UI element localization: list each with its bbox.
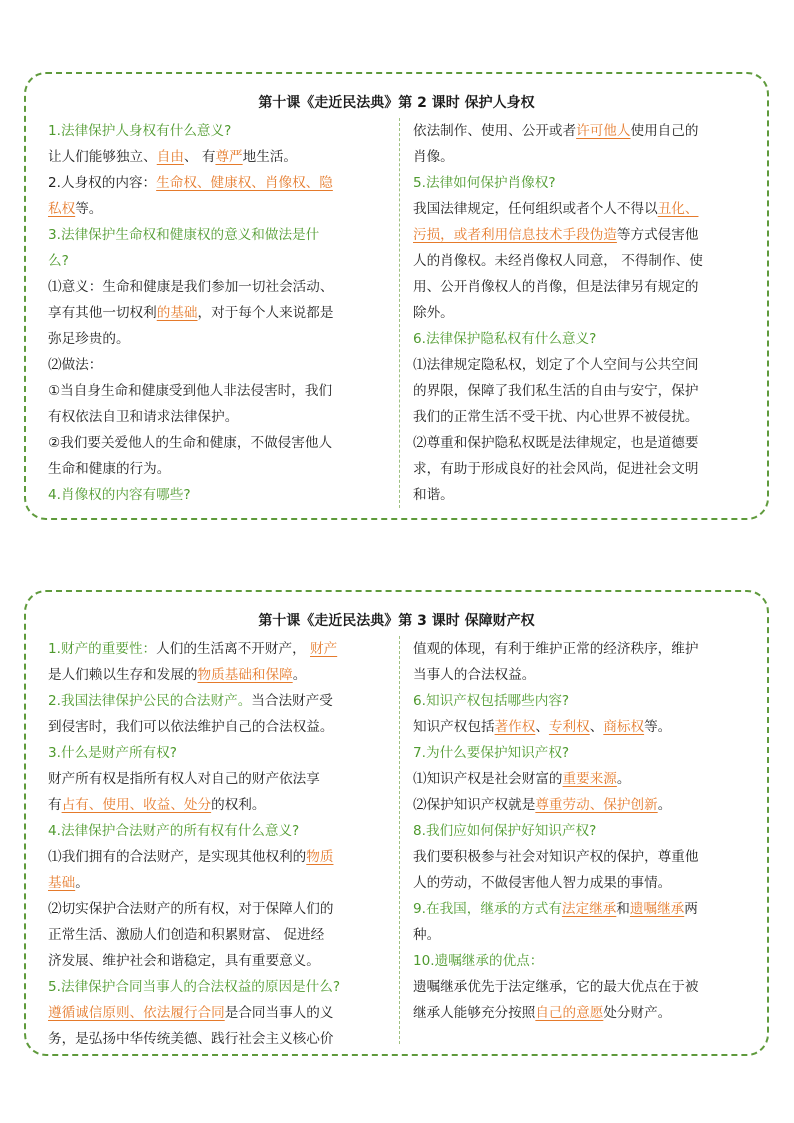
question-heading: 10.遗嘱继承的优点： [413,953,544,969]
text-line [48,352,388,378]
key-term: 许可他人 [576,123,631,139]
question-heading: 3.法律保护生命权和健康权的意义和做法是什 [48,227,320,243]
key-term: 商标权 [603,719,645,735]
body-text: 弥足珍贵的。 [48,331,130,347]
text-line [48,870,388,896]
key-term: 尊严 [215,149,243,165]
body-text: 和谐。 [413,487,454,503]
text-line [413,248,753,274]
text-line [48,378,388,404]
key-term: 遵循诚信原则、依法履行合同 [48,1005,225,1021]
body-text: ⑵切实保护合法财产的所有权，对于保障人们的 [48,901,334,917]
body-text: 等方式侵害他 [616,227,699,243]
question-heading: 5.法律保护合同当事人的合法权益的原因是什么? [48,979,341,995]
question-heading: 9.在我国，继承的方式有 [413,901,562,917]
question-heading: 7.为什么要保护知识产权? [413,745,570,761]
body-text: 是合同当事人的义 [224,1005,334,1021]
body-text: ⑴意义：生命和健康是我们参加一切社会活动、 [48,279,334,295]
text-line [413,274,753,300]
key-term: 法定继承 [561,901,617,917]
body-text: 依法制作、使用、公开或者 [413,123,577,139]
key-term: 遗嘱继承 [629,901,685,917]
body-text: 人的肖像权。未经肖像权人同意， 不得制作、使 [413,253,703,269]
body-text: 2.人身权的内容： [48,175,157,191]
left-column [48,118,388,508]
key-term: 尊重劳动、保护创新 [535,797,658,813]
body-text: 等。 [644,719,672,735]
right-column [413,118,753,508]
key-term: 自己的意愿 [535,1005,604,1021]
body-text: 的界限，保障了我们私生活的自由与安宁，保护 [413,383,699,399]
text-line [48,844,388,870]
key-term: 私权 [48,201,76,217]
body-text: 。 [292,667,307,683]
body-text: 当合法财产受 [251,693,333,709]
text-line [413,662,753,688]
text-line [48,688,388,714]
body-text: 生命和健康的行为。 [48,461,171,477]
body-text: ⑵做法： [48,357,103,373]
text-line [413,352,753,378]
body-text: ⑴知识产权是社会财富的 [413,771,563,787]
key-term: 的基础 [156,305,198,321]
text-line [413,792,753,818]
text-line [413,404,753,430]
body-text: 我们要积极参与社会对知识产权的保护，尊重他 [413,849,699,865]
key-term: 基础 [48,875,76,891]
card-title: 第十课《走近民法典》第 2 课时 保护人身权 [258,95,535,111]
text-line [48,766,388,792]
body-text: 知识产权包括 [413,719,495,735]
body-text: ⑴法律规定隐私权，划定了个人空间与公共空间 [413,357,699,373]
body-text: 人们的生活离不开财产， [156,641,310,657]
body-text: 正常生活、激励人们创造和积累财富、 促进经 [48,927,325,943]
text-line [413,222,753,248]
question-heading: 6.法律保护隐私权有什么意义? [413,331,597,347]
text-line [413,1000,753,1026]
text-line [413,378,753,404]
body-text: 、 有 [183,149,216,165]
key-term: 财产 [310,641,338,657]
key-term: 物质 [306,849,334,865]
body-text: ⑵保护知识产权就是 [413,797,536,813]
body-text: 我们的正常生活不受干扰、内心世界不被侵扰。 [413,409,699,425]
text-line [48,118,388,144]
body-text: 。 [616,771,631,787]
body-text: 肖像。 [413,149,454,165]
lesson-card-personal-rights [24,72,769,520]
body-text: 财产所有权是指所有权人对自己的财产依法享 [48,771,320,787]
text-line [413,196,753,222]
key-term: 污损，或者利用信息技术手段伪造 [413,227,617,243]
key-term: 自由 [156,149,184,165]
text-line [48,1000,388,1026]
text-line [413,844,753,870]
text-line [48,196,388,222]
body-text: ⑵尊重和保护隐私权既是法律规定，也是道德要 [413,435,699,451]
text-line [48,792,388,818]
question-heading: 1.财产的重要性： [48,641,157,657]
text-line [48,662,388,688]
question-heading: 2.我国法律保护公民的合法财产。 [48,693,252,709]
text-line [413,326,753,352]
text-line [413,870,753,896]
text-line [413,170,753,196]
text-line [48,222,388,248]
body-text: 务，是弘扬中华传统美德、践行社会主义核心价 [48,1031,334,1047]
body-text: 求，有助于形成良好的社会风尚，促进社会文明 [413,461,699,477]
text-line [48,248,388,274]
question-heading: 6.知识产权包括哪些内容? [413,693,570,709]
text-line [48,482,388,508]
body-text: 种。 [413,927,441,943]
body-text: 继承人能够充分按照 [413,1005,536,1021]
body-text: 和 [616,901,630,917]
body-text: 让人们能够独立、 [48,149,157,165]
text-line [413,482,753,508]
text-line [413,430,753,456]
text-line [48,144,388,170]
key-term: 重要来源 [562,771,617,787]
left-column [48,636,388,1052]
lesson-card-property-rights [24,590,769,1056]
text-line [413,714,753,740]
text-line [413,456,753,482]
body-text: 、 [535,719,549,735]
question-heading: 4.肖像权的内容有哪些? [48,487,191,503]
body-text: 遗嘱继承优先于法定继承，它的最大优点在于被 [413,979,699,995]
text-line [48,818,388,844]
body-text: 当事人的合法权益。 [413,667,536,683]
key-term: 著作权 [494,719,536,735]
text-line [413,922,753,948]
body-text: ⑴我们拥有的合法财产，是实现其他权利的 [48,849,307,865]
text-line [48,300,388,326]
body-text: 。 [75,875,89,891]
body-text: 我国法律规定，任何组织或者个人不得以 [413,201,658,217]
body-text: 。 [657,797,672,813]
question-heading: 么? [48,253,69,269]
text-line [413,896,753,922]
text-line [413,118,753,144]
text-line [413,766,753,792]
key-term: 丑化、 [657,201,699,217]
text-line [413,300,753,326]
body-text: 是人们赖以生存和发展的 [48,667,198,683]
key-term: 物质基础和保障 [197,667,293,683]
body-text: 处分财产。 [603,1005,672,1021]
text-line [48,456,388,482]
question-heading: 4.法律保护合法财产的所有权有什么意义? [48,823,300,839]
body-text: ②我们要关爱他人的生命和健康，不做侵害他人 [48,435,333,451]
text-line [48,326,388,352]
body-text: 两 [684,901,698,917]
question-heading: 1.法律保护人身权有什么意义? [48,123,232,139]
body-text: 除外。 [413,305,454,321]
body-text: ①当自身生命和健康受到他人非法侵害时，我们 [48,383,333,399]
question-heading: 8.我们应如何保护好知识产权? [413,823,597,839]
text-line [48,170,388,196]
question-heading: 3.什么是财产所有权? [48,745,177,761]
body-text: 人的劳动，不做侵害他人智力成果的事情。 [413,875,672,891]
text-line [48,896,388,922]
text-line [413,740,753,766]
column-divider [399,636,400,1044]
text-line [413,144,753,170]
body-text: 到侵害时，我们可以依法维护自己的合法权益。 [48,719,334,735]
text-line [48,948,388,974]
body-text: 使用自己的 [630,123,699,139]
text-line [48,636,388,662]
text-line [48,404,388,430]
body-text: 享有其他一切权利 [48,305,157,321]
right-column [413,636,753,1026]
key-term: 占有、使用、收益、处分 [61,797,212,813]
key-term: 生命权、健康权、肖像权、隐 [156,175,333,191]
body-text: 地生活。 [242,149,298,165]
text-line [413,636,753,662]
text-line [413,818,753,844]
text-line [48,430,388,456]
body-text: 等。 [75,201,103,217]
body-text: 、 [589,719,604,735]
text-line [48,1026,388,1052]
text-line [413,974,753,1000]
text-line [48,740,388,766]
card-title: 第十课《走近民法典》第 3 课时 保障财产权 [258,613,535,629]
text-line [48,714,388,740]
text-line [48,922,388,948]
question-heading: 5.法律如何保护肖像权? [413,175,556,191]
body-text: 有 [48,797,62,813]
text-line [48,974,388,1000]
body-text: ，对于每个人来说都是 [197,305,334,321]
text-line [413,948,753,974]
body-text: 用、公开肖像权人的肖像，但是法律另有规定的 [413,279,699,295]
body-text: 有权依法自卫和请求法律保护。 [48,409,239,425]
body-text: 济发展、维护社会和谐稳定，具有重要意义。 [48,953,320,969]
text-line [48,274,388,300]
text-line [413,688,753,714]
key-term: 专利权 [548,719,590,735]
column-divider [399,118,400,508]
body-text: 的权利。 [211,797,266,813]
body-text: 值观的体现，有利于维护正常的经济秩序，维护 [413,641,699,657]
